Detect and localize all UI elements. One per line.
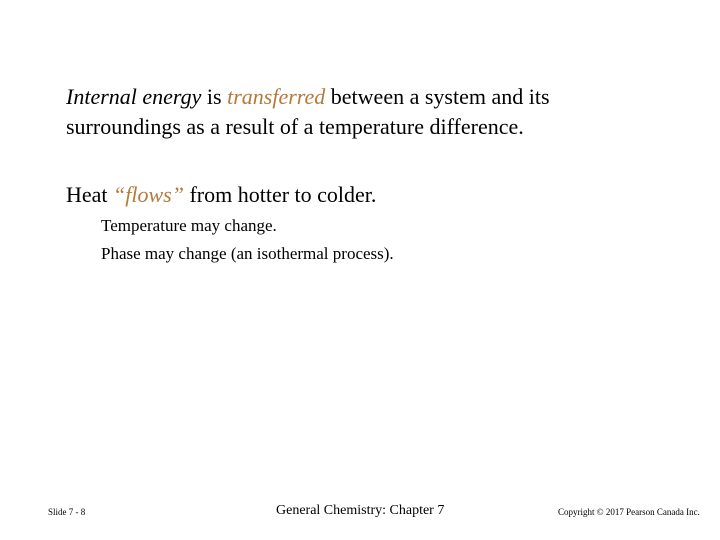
footer-title: General Chemistry: Chapter 7 xyxy=(276,503,445,518)
paragraph-internal-energy xyxy=(66,82,666,142)
paragraph-text: between a system and its surroundings as a result of a temperature difference. xyxy=(66,84,550,139)
slide-number: Slide 7 - 8 xyxy=(48,507,86,517)
paragraph-text: Heat xyxy=(66,182,114,207)
paragraph-text: is xyxy=(201,84,228,109)
paragraph-text: from hotter to colder. xyxy=(183,182,377,207)
sub-bullet-temperature: Temperature may change. xyxy=(101,216,277,235)
sub-bullet-phase: Phase may change (an isothermal process). xyxy=(101,244,394,263)
paragraph-heat-flows xyxy=(66,180,666,210)
term-transferred: transferred xyxy=(227,84,326,109)
term-internal-energy: Internal energy xyxy=(66,84,202,109)
footer-copyright: Copyright © 2017 Pearson Canada Inc. xyxy=(558,507,700,517)
term-flows: “flows” xyxy=(113,182,184,207)
